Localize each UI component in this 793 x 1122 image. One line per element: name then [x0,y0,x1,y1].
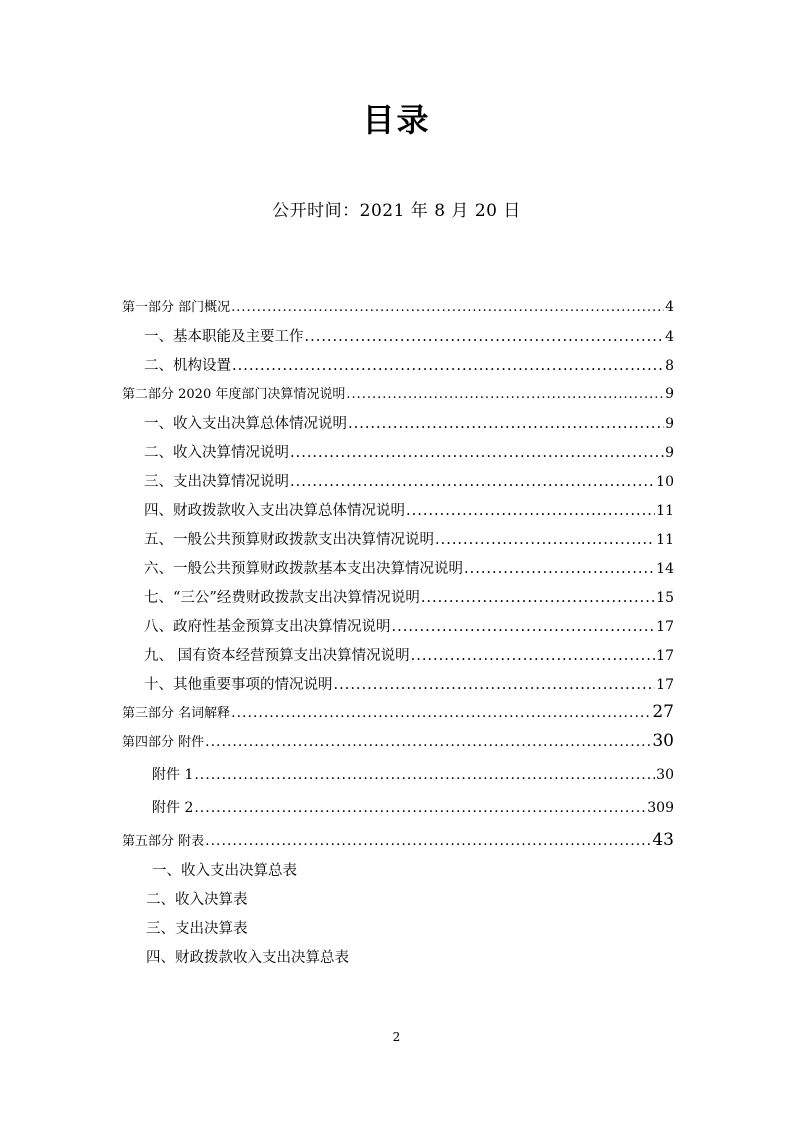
toc-leader [290,474,655,490]
toc-label: 三、支出决算情况说明 [144,474,289,490]
toc-page: 30 [652,731,674,751]
toc-leader [348,416,664,432]
toc-label: 二、收入决算情况说明 [144,445,289,461]
appendix-label: 四、财政拨款收入支出决算总表 [146,950,349,966]
toc-page: 30 [656,767,674,783]
appendix-label: 一、收入支出决算总表 [152,863,297,879]
toc-leader [346,387,664,402]
toc-leader [205,734,651,750]
toc-label: 一、基本职能及主要工作 [144,329,304,345]
toc-label: 十、其他重要事项的情况说明 [144,677,333,693]
toc-page: 17 [656,619,674,635]
toc-entry[interactable] [122,764,674,797]
toc-leader [205,833,651,849]
toc-label: 二、机构设置 [144,358,231,374]
toc-page: 15 [656,590,674,606]
toc-leader [232,358,664,374]
toc-label: 第四部分 附件 [122,735,205,750]
toc-entry[interactable] [122,441,674,470]
toc-leader [194,767,655,783]
toc-label: 一、收入支出决算总体情况说明 [144,416,347,432]
publish-date: 公开时间：2021 年 8 月 20 日 [272,201,521,221]
toc-entry[interactable] [122,615,674,644]
toc-entry[interactable] [122,586,674,615]
toc-page: 43 [652,830,674,850]
toc-page: 4 [665,329,674,345]
toc-leader [194,800,646,816]
toc-page: 9 [665,416,674,432]
toc-page: 10 [656,474,674,490]
toc-leader [305,329,665,345]
appendix-label: 二、收入决算表 [146,892,248,908]
toc-entry[interactable] [122,470,674,499]
toc-leader [421,590,655,606]
toc-leader [290,445,664,461]
toc-page: 11 [656,532,674,548]
toc-entry[interactable] [122,499,674,528]
toc-entry-part5[interactable] [122,830,674,859]
toc-entry[interactable] [122,325,674,354]
toc-entry[interactable] [122,354,674,383]
toc-leader [464,561,655,577]
toc-page: 309 [647,800,674,816]
appendix-item [122,888,674,917]
toc-page: 8 [665,358,674,374]
toc-entry[interactable] [122,412,674,441]
toc-page: 9 [665,386,674,402]
toc-leader [435,532,655,548]
toc-leader [231,705,651,721]
page-title: 目录 [362,101,431,139]
toc-entry-part1[interactable] [122,296,674,325]
toc-leader [411,648,656,664]
toc-leader [231,300,664,315]
toc-entry[interactable] [122,528,674,557]
appendix-item [122,917,674,946]
toc-entry-part2[interactable] [122,383,674,412]
toc-page: 9 [665,445,674,461]
toc-entry[interactable] [122,673,674,702]
toc-label: 七、“三公”经费财政拨款支出决算情况说明 [144,590,420,606]
toc-leader [392,619,656,635]
toc-label: 九、 国有资本经营预算支出决算情况说明 [144,648,410,664]
toc-page: 17 [656,648,674,664]
toc-entry[interactable] [122,557,674,586]
toc-page: 4 [665,299,674,315]
toc-label: 四、财政拨款收入支出决算总体情况说明 [144,503,405,519]
table-of-contents [122,296,674,975]
page-number: 2 [392,1030,401,1044]
toc-entry-part3[interactable] [122,702,674,731]
toc-page: 11 [656,503,674,519]
appendix-item [122,946,674,975]
appendix-label: 三、支出决算表 [146,921,248,937]
toc-label: 第三部分 名词解释 [122,706,231,721]
toc-label: 五、一般公共预算财政拨款支出决算情况说明 [144,532,434,548]
toc-label: 附件 1 [152,767,194,783]
appendix-item [122,859,674,888]
toc-entry[interactable] [122,797,674,830]
toc-page: 14 [656,561,674,577]
toc-label: 第二部分 2020 年度部门决算情况说明 [122,387,346,402]
toc-label: 附件 2 [152,800,194,816]
toc-leader [406,503,655,519]
toc-page: 17 [656,677,674,693]
toc-leader [334,677,656,693]
toc-page: 27 [652,702,674,722]
toc-label: 六、一般公共预算财政拨款基本支出决算情况说明 [144,561,463,577]
toc-label: 第五部分 附表 [122,834,205,849]
toc-label: 第一部分 部门概况 [122,300,231,315]
toc-entry-part4[interactable] [122,731,674,764]
toc-entry[interactable] [122,644,674,673]
toc-label: 八、政府性基金预算支出决算情况说明 [144,619,391,635]
